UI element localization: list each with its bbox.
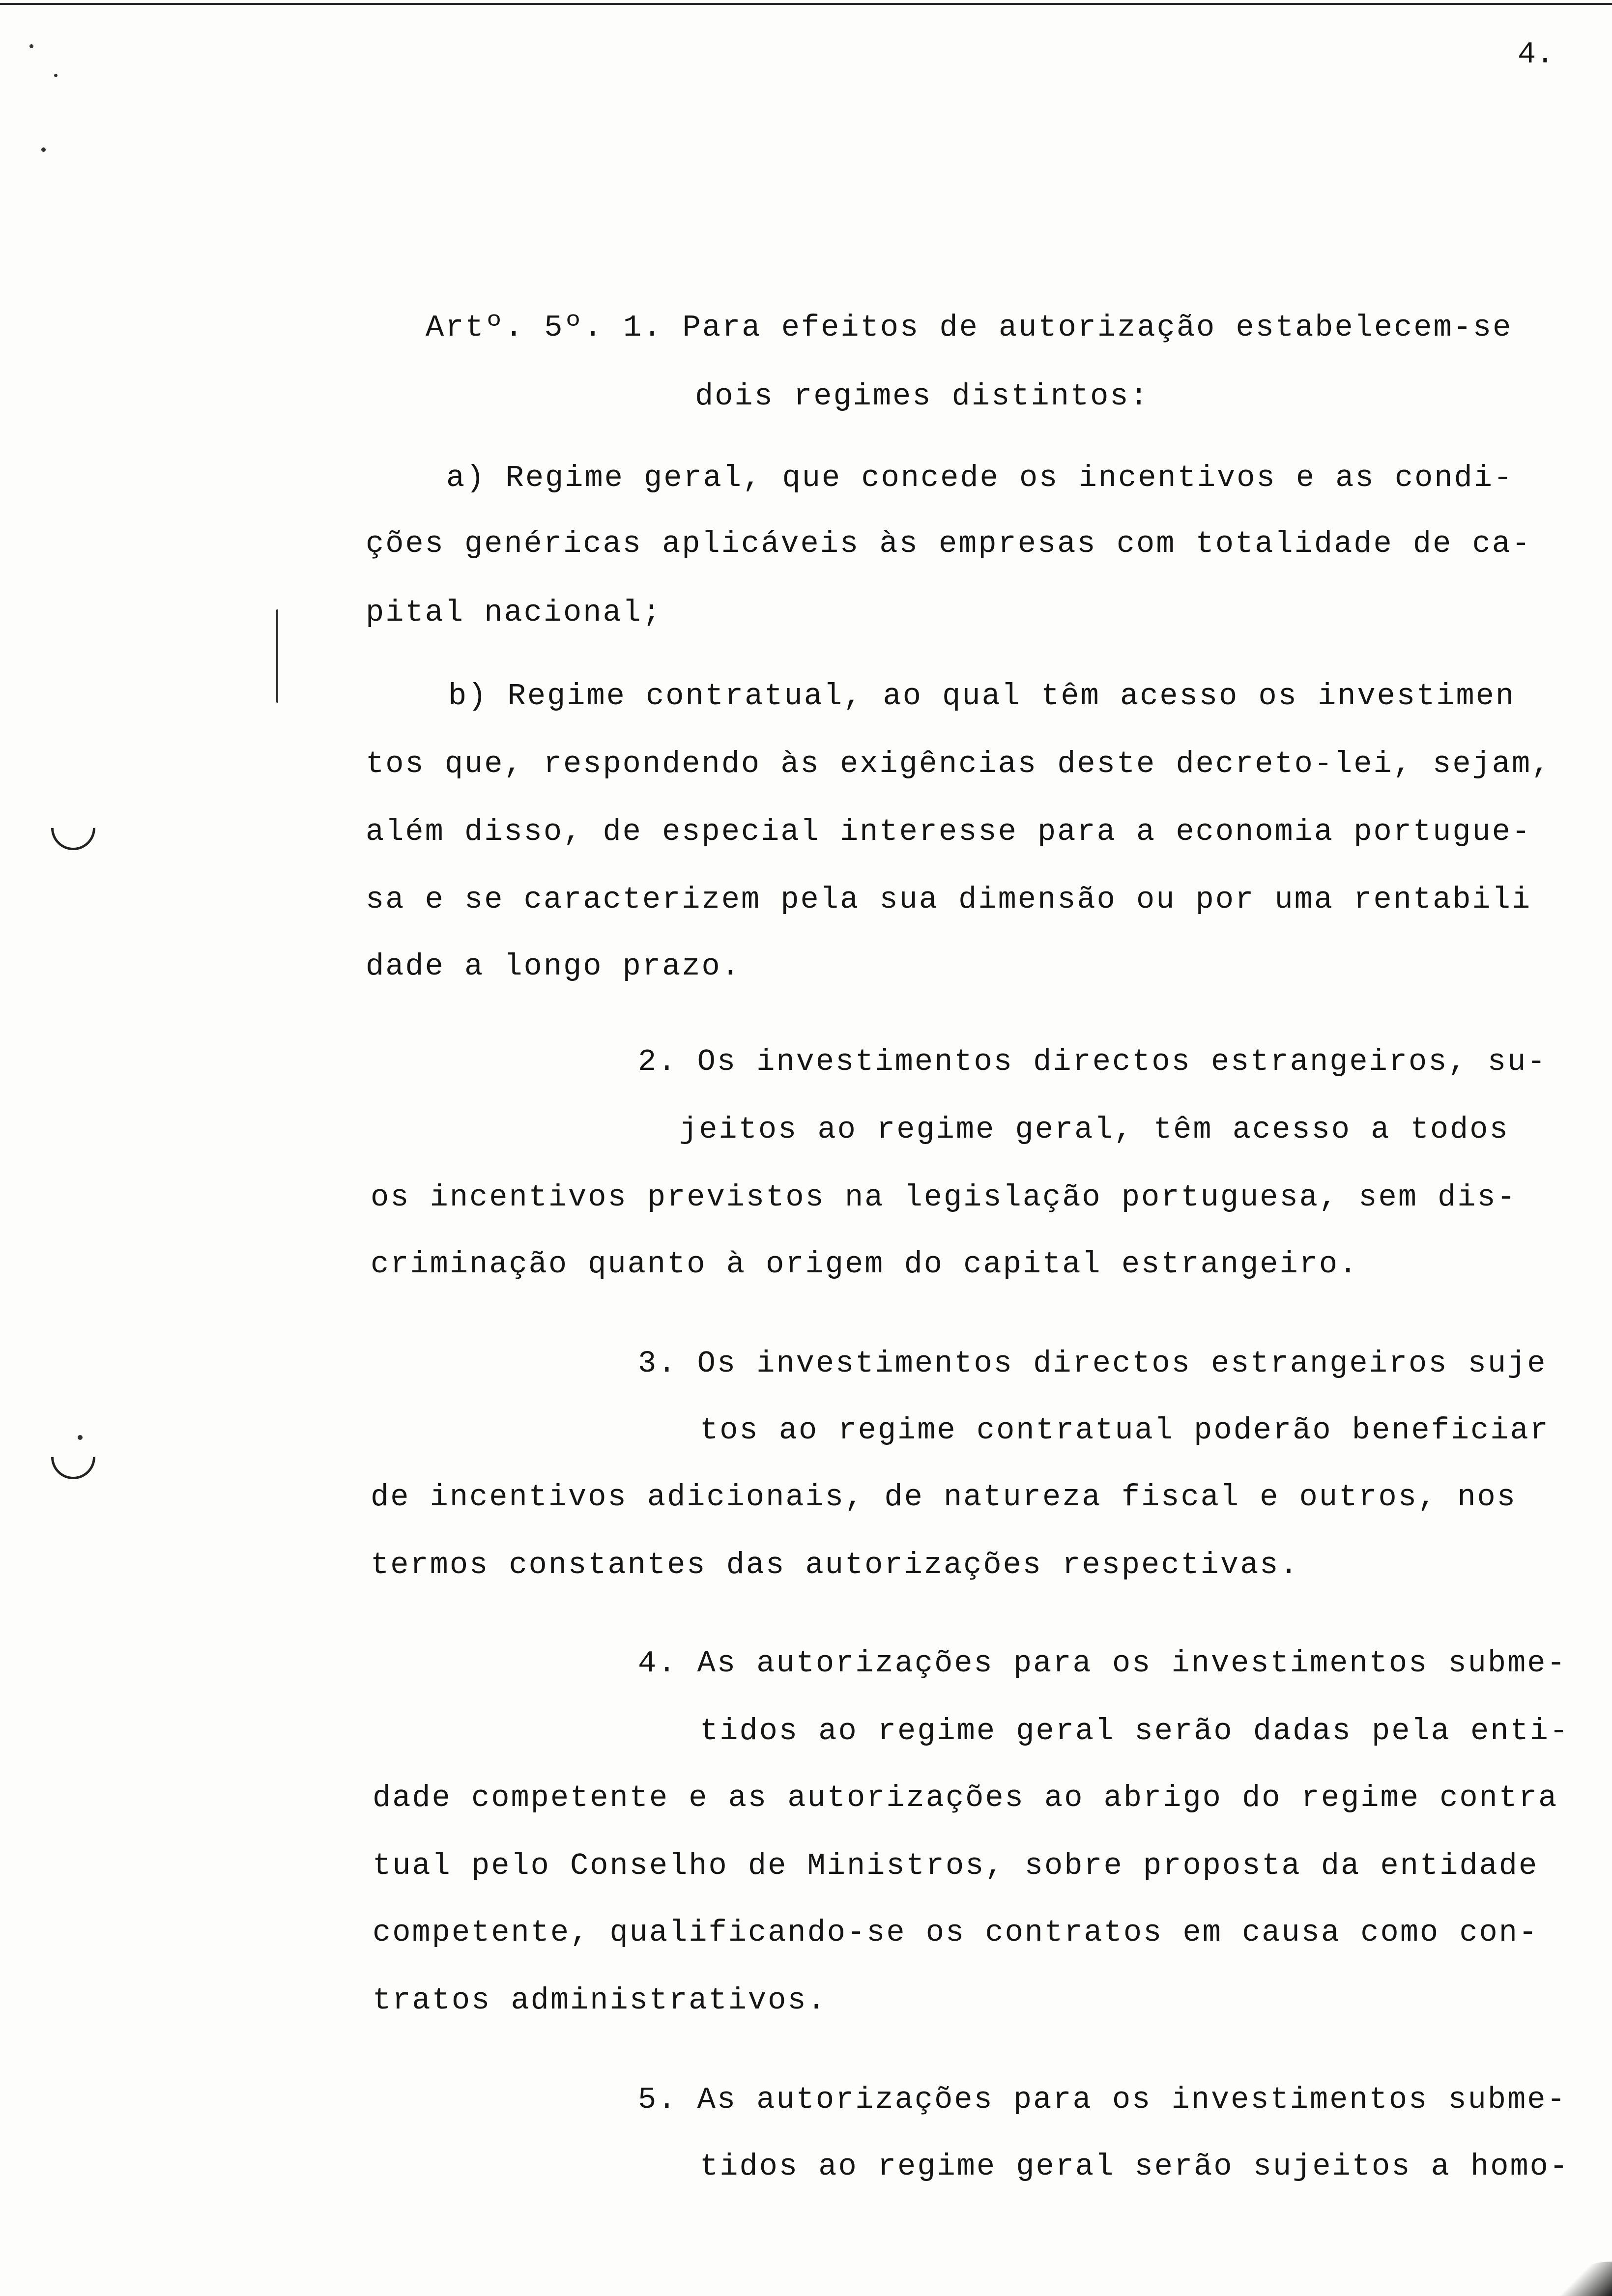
paragraph-a-line-2: ções genéricas aplicáveis às empresas com totalidade de ca- bbox=[366, 526, 1532, 561]
binding-hole-mark-lower bbox=[42, 1426, 104, 1488]
item-3-line-4: termos constantes das autorizações respectivas. bbox=[371, 1548, 1299, 1582]
paragraph-b-line-1: b) Regime contratual, ao qual têm acesso os investimen bbox=[448, 679, 1516, 714]
item-2-line-4: criminação quanto à origem do capital estrangeiro. bbox=[371, 1247, 1359, 1282]
paragraph-a-line-1: a) Regime geral, que concede os incentivos e as condi- bbox=[446, 460, 1514, 495]
paragraph-b-line-2: tos que, respondendo às exigências deste decreto-lei, sejam, bbox=[366, 746, 1552, 781]
item-4-line-2: tidos ao regime geral serão dadas pela enti- bbox=[700, 1714, 1570, 1749]
article-heading-line-1: Artº. 5º. 1. Para efeitos de autorização estabelecem-se bbox=[426, 310, 1513, 345]
item-4-line-4: tual pelo Conselho de Ministros, sobre proposta da entidade bbox=[373, 1848, 1539, 1883]
article-heading-line-2: dois regimes distintos: bbox=[695, 379, 1150, 414]
item-4-line-5: competente, qualificando-se os contratos em causa como con- bbox=[373, 1915, 1539, 1950]
item-5-line-2: tidos ao regime geral serão sujeitos a homo- bbox=[700, 2149, 1570, 2184]
scan-speck bbox=[41, 147, 46, 152]
item-5-line-1: 5. As autorizações para os investimentos subme- bbox=[638, 2082, 1567, 2117]
page-number: 4. bbox=[1518, 37, 1554, 72]
scan-vertical-mark bbox=[276, 609, 278, 703]
item-3-line-2: tos ao regime contratual poderão beneficiar bbox=[700, 1413, 1550, 1448]
corner-smudge bbox=[1558, 2262, 1612, 2296]
item-4-line-1: 4. As autorizações para os investimentos subme- bbox=[638, 1646, 1567, 1681]
top-border-line bbox=[0, 3, 1612, 5]
item-4-line-6: tratos administrativos. bbox=[373, 1983, 827, 2018]
item-2-line-2: jeitos ao regime geral, têm acesso a todos bbox=[679, 1112, 1509, 1147]
item-2-line-1: 2. Os investimentos directos estrangeiros, su- bbox=[638, 1044, 1547, 1079]
item-4-line-3: dade competente e as autorizações ao abrigo do regime contra bbox=[373, 1780, 1558, 1815]
binding-hole-mark-upper bbox=[42, 797, 104, 859]
paragraph-b-line-3: além disso, de especial interesse para a economia portugue- bbox=[366, 814, 1532, 849]
item-3-line-3: de incentivos adicionais, de natureza fiscal e outros, nos bbox=[371, 1480, 1517, 1515]
scan-speck bbox=[29, 44, 33, 48]
item-2-line-3: os incentivos previstos na legislação portuguesa, sem dis- bbox=[371, 1180, 1517, 1215]
scan-speck bbox=[78, 1435, 83, 1440]
paragraph-b-line-5: dade a longo prazo. bbox=[366, 949, 741, 984]
paragraph-b-line-4: sa e se caracterizem pela sua dimensão ou por uma rentabili bbox=[366, 882, 1532, 917]
item-3-line-1: 3. Os investimentos directos estrangeiros suje bbox=[638, 1346, 1547, 1381]
paragraph-a-line-3: pital nacional; bbox=[366, 595, 662, 630]
scan-speck bbox=[54, 74, 58, 77]
